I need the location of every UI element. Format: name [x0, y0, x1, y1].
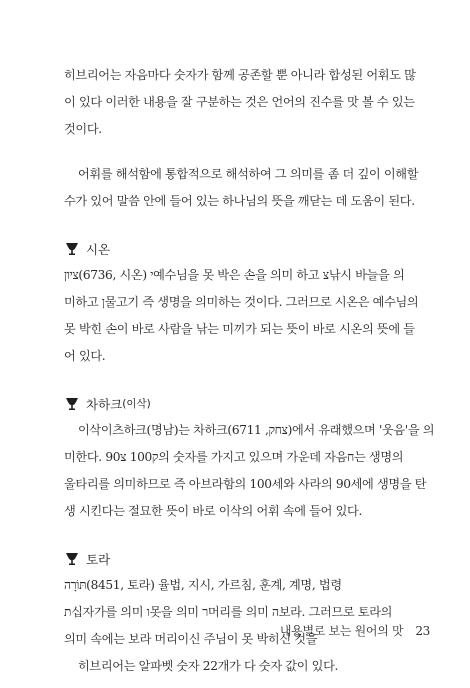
chalice-icon [64, 396, 80, 412]
section-line: 생 시킨다는 절묘한 뜻이 바로 이삭의 어휘 속에 들어 있다. [64, 504, 362, 518]
intro-line-5: 수가 있어 말씀 안에 들어 있는 하나님의 뜻을 깨닫는 데 도움이 된다. [64, 194, 415, 208]
section-line: 미하고 ן물고기 즉 생명을 의미하는 것이다. 그러므로 시온은 예수님의 [64, 295, 419, 309]
section-heading-zion [64, 235, 436, 262]
section-line: 못 박힌 손이 바로 사람을 낚는 미끼가 되는 뜻이 바로 시온의 뜻에 들 [64, 322, 415, 336]
page-number: 23 [415, 624, 430, 638]
page-body [64, 62, 436, 680]
section-line: 의미 속에는 보라 머리이신 주님이 못 박히신 것을 [64, 632, 318, 646]
running-title: 내용별로 보는 원어의 맛 [279, 624, 404, 638]
intro-line-3: 것이다. [64, 122, 102, 136]
section-line: ת십자가를 의미 ו못을 의미 ר머리를 의미 ה보라. 그러므로 토라의 [64, 605, 393, 619]
intro-line-2: 이 있다 이러한 내용을 잘 구분하는 것은 언어의 진수를 맛 볼 수 있는 [64, 95, 415, 109]
section-heading-torah [64, 545, 436, 572]
chalice-icon [64, 551, 80, 567]
section-title-sub: (이삭) [122, 398, 151, 410]
section-title: 토라 [86, 551, 111, 567]
section-line: ציון(6736, 시온) י예수님을 못 박은 손을 의미 하고 צ낚시 바늘을 의 [64, 268, 405, 282]
section-line: 이삭이츠하크(명남)는 차하크(צחק, 6711)에서 유래했으며 '웃음'을 의 [78, 423, 435, 437]
section-line: 어 있다. [64, 349, 106, 363]
chalice-icon [64, 241, 80, 257]
section-heading-tzachak [64, 390, 436, 417]
section-title: 시온 [86, 241, 111, 257]
intro-line-1: 히브리어는 자음마다 숫자가 함께 공존할 뿐 아니라 합성된 어휘도 많 [64, 68, 416, 82]
section-title: 차하크 [86, 396, 123, 412]
section-line: 울타리를 의미하므로 즉 아브라함의 100세와 사라의 90세에 생명을 탄 [64, 477, 427, 491]
section-line: 미한다. ק100 צ90의 숫자를 가지고 있으며 가운데 자음ח는 생명의 [64, 450, 404, 464]
section-line: תּוֹרָה(8451, 토라) 율법, 지시, 가르침, 훈계, 계명, 법령 [64, 578, 342, 592]
section-line: 히브리어는 알파벳 숫자 22개가 다 숫자 값이 있다. [78, 659, 339, 673]
page-footer [280, 622, 430, 639]
intro-line-4: 어휘를 해석함에 통합적으로 해석하여 그 의미를 좀 더 깊이 이해할 [78, 167, 419, 181]
